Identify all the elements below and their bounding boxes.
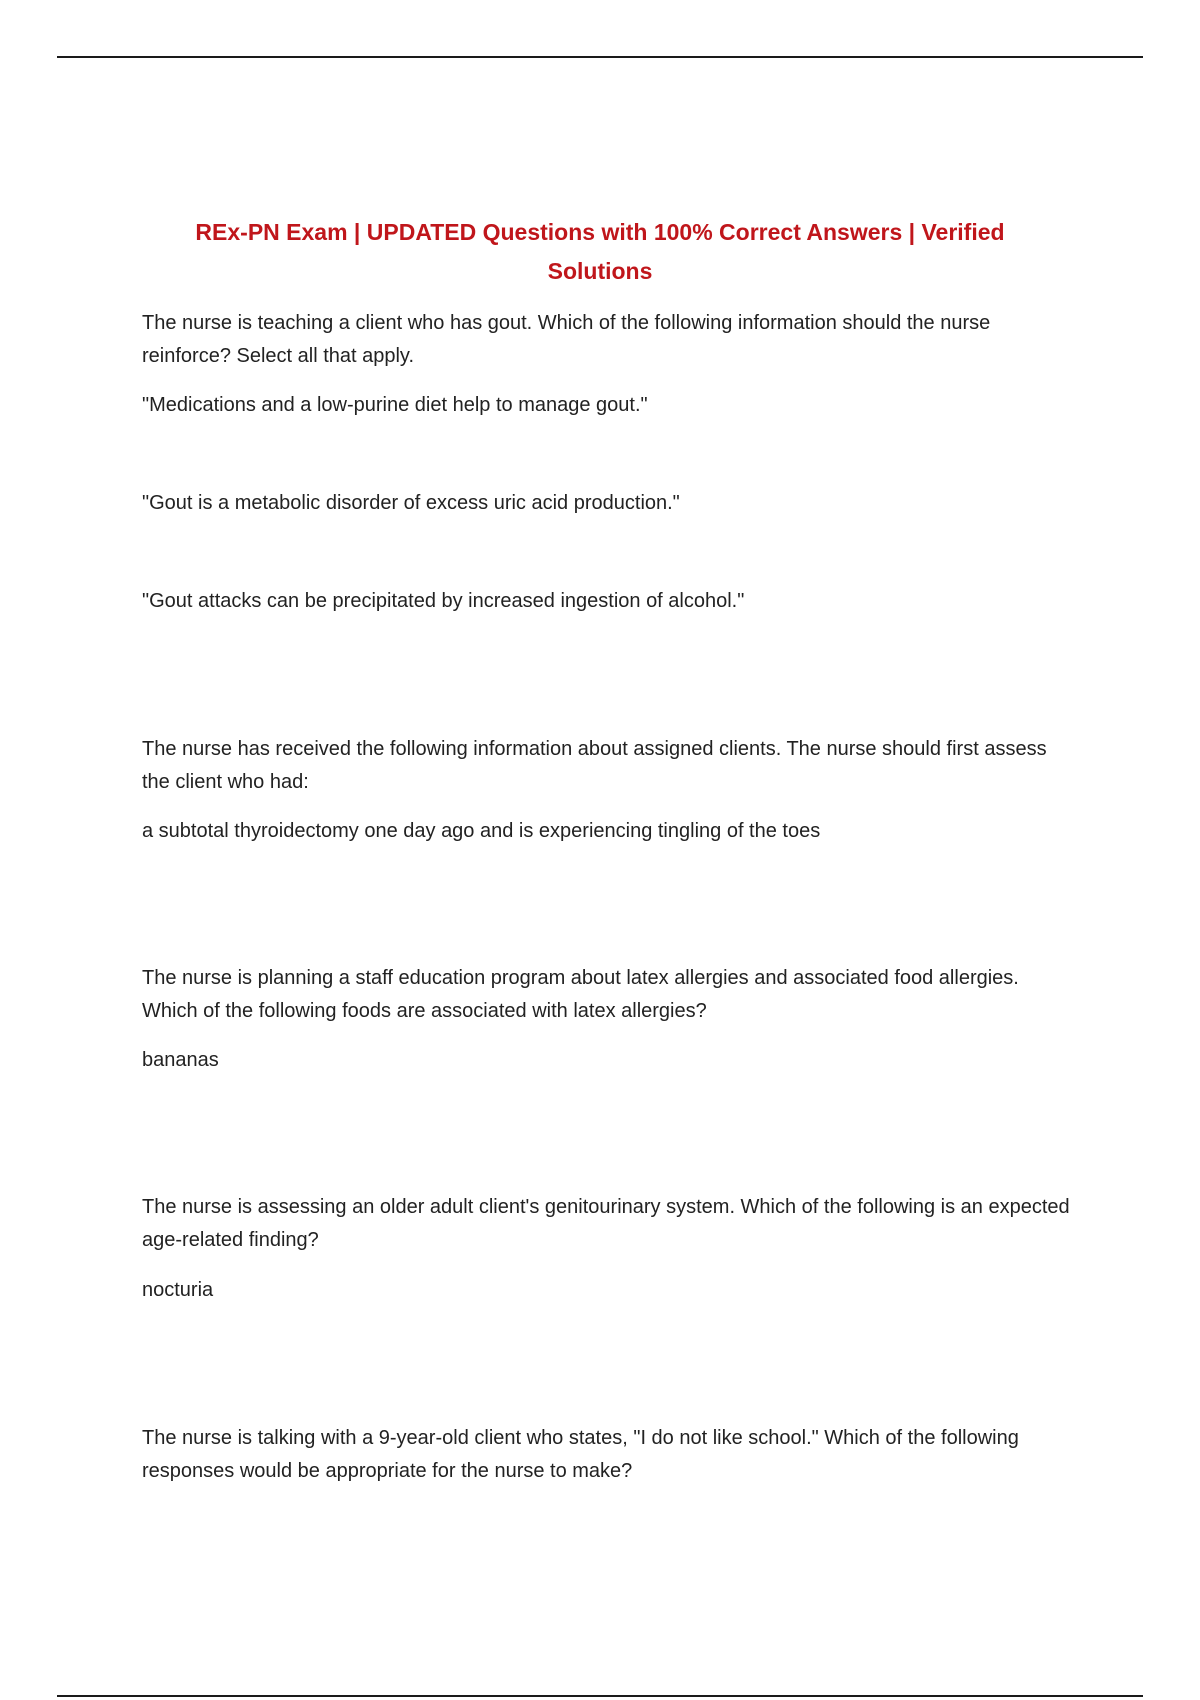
document-title: REx-PN Exam | UPDATED Questions with 100% Correct Answers | Verified Solutions bbox=[195, 219, 1005, 284]
question-1-answer-3: "Gout attacks can be precipitated by increased ingestion of alcohol." bbox=[142, 590, 745, 612]
question-1-answer-1: "Medications and a low-purine diet help to manage gout." bbox=[142, 394, 648, 416]
question-4-answer-1: nocturia bbox=[142, 1279, 214, 1301]
question-5-text: The nurse is talking with a 9-year-old client who states, "I do not like school." Which of the following responses would be appropriate for the nurse to make? bbox=[142, 1427, 1019, 1482]
question-2-text: The nurse has received the following information about assigned clients. The nurse should first assess the client who had: bbox=[142, 738, 1047, 793]
question-3-text: The nurse is planning a staff education program about latex allergies and associated food allergies. Which of the following foods are associated with latex allergies? bbox=[142, 967, 1019, 1022]
header-rule bbox=[57, 56, 1143, 58]
footer-rule bbox=[57, 1695, 1143, 1697]
question-2-answer-1: a subtotal thyroidectomy one day ago and is experiencing tingling of the toes bbox=[142, 820, 821, 842]
question-1-answer-2: "Gout is a metabolic disorder of excess uric acid production." bbox=[142, 492, 680, 514]
question-1-text: The nurse is teaching a client who has gout. Which of the following information should the nurse reinforce? Select all that apply. bbox=[142, 312, 991, 367]
question-3-answer-1: bananas bbox=[142, 1049, 219, 1071]
question-4-text: The nurse is assessing an older adult client's genitourinary system. Which of the following is an expected age-related finding? bbox=[142, 1196, 1070, 1251]
